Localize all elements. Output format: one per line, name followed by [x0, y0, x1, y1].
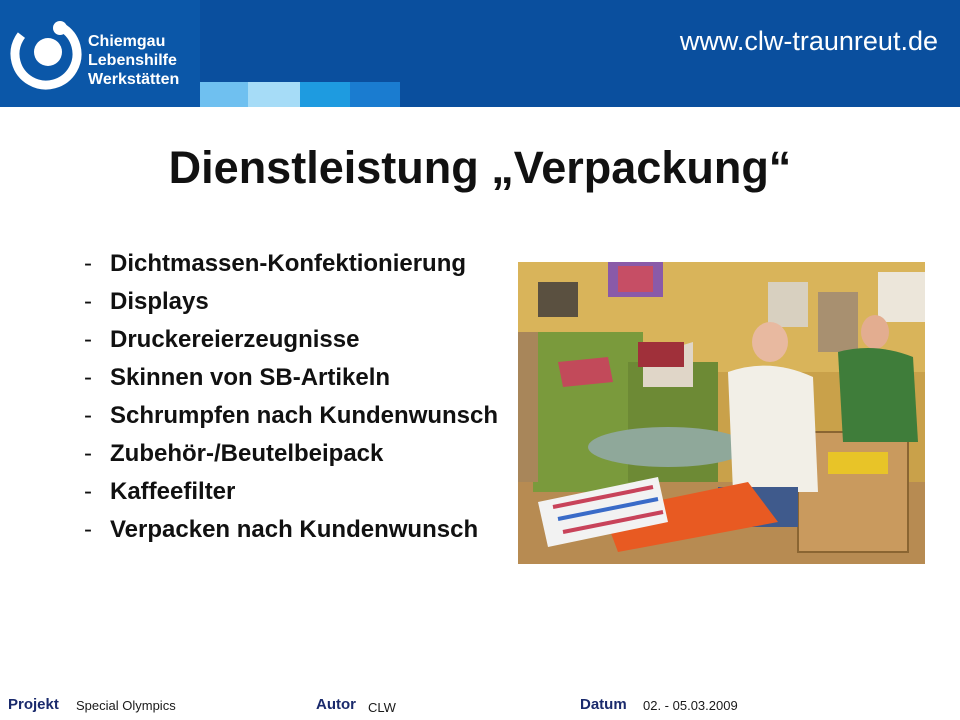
logo-line-1: Chiemgau	[88, 33, 166, 50]
projekt-label: Projekt	[8, 696, 59, 713]
autor-value: CLW	[368, 700, 396, 715]
autor-label: Autor	[316, 696, 356, 713]
header-stripe-3	[300, 82, 350, 107]
service-list	[70, 250, 500, 554]
datum-label: Datum	[580, 696, 627, 713]
list-item	[70, 250, 500, 277]
list-item	[70, 402, 500, 429]
header-stripe-4	[350, 82, 400, 107]
bullet-dash: -	[84, 440, 92, 467]
list-item	[70, 288, 500, 315]
bullet-dash: -	[84, 288, 92, 315]
logo-text	[88, 32, 179, 89]
logo-line-3: Werkstätten	[88, 71, 180, 88]
list-item-text: Dichtmassen-Konfektionierung	[110, 250, 467, 277]
header-stripe-2	[248, 82, 300, 107]
list-item-text: Skinnen von SB-Artikeln	[110, 364, 391, 391]
logo-line-2: Lebenshilfe	[88, 52, 177, 69]
workshop-photo-illustration	[518, 262, 925, 564]
list-item-text: Druckereierzeugnisse	[110, 326, 360, 353]
workshop-photo	[518, 262, 925, 564]
list-item-text: Zubehör-/Beutelbeipack	[110, 440, 384, 467]
website-url[interactable]: www.clw-traunreut.de	[679, 26, 938, 56]
list-item	[70, 326, 500, 353]
header-stripe-1	[200, 82, 248, 107]
logo[interactable]	[0, 0, 200, 107]
lebenshilfe-logo-icon	[10, 18, 82, 90]
bullet-dash: -	[84, 364, 92, 391]
list-item	[70, 364, 500, 391]
list-item-text: Displays	[110, 288, 209, 315]
list-item-text: Kaffeefilter	[110, 478, 236, 505]
list-item-text: Verpacken nach Kundenwunsch	[110, 516, 479, 543]
list-item	[70, 478, 500, 505]
bullet-dash: -	[84, 250, 92, 277]
header-bar	[0, 0, 960, 107]
list-item-text: Schrumpfen nach Kundenwunsch	[110, 402, 499, 429]
footer-bar	[0, 692, 960, 720]
list-item	[70, 440, 500, 467]
bullet-dash: -	[84, 478, 92, 505]
list-item	[70, 516, 500, 543]
bullet-dash: -	[84, 516, 92, 543]
projekt-value: Special Olympics	[76, 698, 176, 713]
bullet-dash: -	[84, 326, 92, 353]
slide-title: Dienstleistung „Verpackung“	[168, 142, 792, 193]
datum-value: 02. - 05.03.2009	[643, 698, 738, 713]
bullet-dash: -	[84, 402, 92, 429]
